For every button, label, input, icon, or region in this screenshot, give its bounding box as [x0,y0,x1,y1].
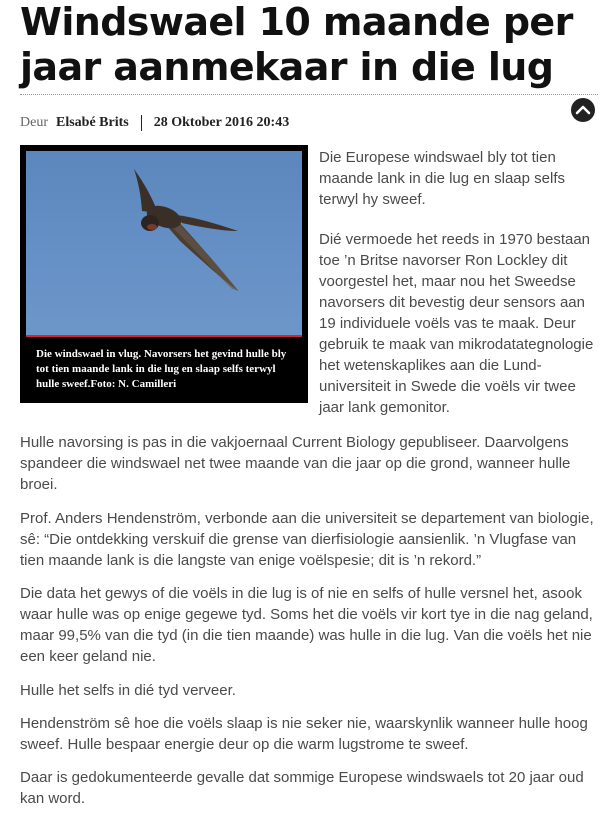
caption-accent-line [26,335,302,337]
photo-caption: Die windswael in vlug. Navorsers het gevind hulle bly tot tien maande lank in die lug en slaap selfs terwyl hulle sweef.Foto: N. Camilleri [36,348,287,390]
publish-date: 28 Oktober 2016 20:43 [153,115,290,130]
chevron-up-icon [574,102,592,118]
paragraph: Prof. Anders Hendenström, verbonde aan die universiteit se departement van biologie, sê: “Die ontdekking verskuif die grense van dierfisiologie aansienlik. ’n Vlugfase van tien maande lank is die langste van enige voëlspesie; dit is ’n rekord.” [20,510,594,569]
paragraph: Hulle het selfs in dié tyd verveer. [20,682,236,699]
swift-photo [26,151,302,335]
byline-separator [141,115,142,131]
share-toggle-button[interactable] [571,98,595,122]
paragraph: Die Europese windswael bly tot tien maande lank in die lug en slaap selfs terwyl hy sweef. [319,149,565,208]
paragraph: Hulle navorsing is pas in die vakjoernaal Current Biology gepubliseer. Daarvolgens spandeer die windswael net twee maande van die jaar op die grond, wanneer hulle broei. [20,434,571,493]
author-name[interactable]: Elsabé Brits [56,115,129,130]
byline-label: Deur [20,115,48,130]
headline-divider [20,94,598,95]
paragraph: Die data het gewys of die voëls in die lug is of nie en selfs of hulle versnel het, asook waar hulle was op enige gegewe tyd. Soms het die voëls vir kort tye in die nag geland, maar 99,5% van die tyd (in die tien maande) was hulle in die lug. Van die voëls het nie een keer geland nie. [20,585,593,665]
paragraph: Dié vermoede het reeds in 1970 bestaan toe ’n Britse navorser Ron Lockley dit voorgestel het, maar nou het Sweedse navorsers dit bevestig deur sensors aan 19 individuele voëls vas te maak. Deur gebruik te maak van mikrodatategnologie het wetenskaplikes aan die Lund-universiteit in Swede die voëls vir twee jaar lank gemonitor. [319,231,594,416]
paragraph: Hendenström sê hoe die voëls slaap is nie seker nie, waarskynlik wanneer hulle hoog sweef. Hulle bespaar energie deur op die warm lugstrome te sweef. [20,715,588,753]
byline [20,113,289,133]
paragraph: Daar is gedokumenteerde gevalle dat sommige Europese windswaels tot 20 jaar oud kan word. [20,769,584,807]
article-headline: Windswael 10 maande per jaar aanmekaar in die lug [20,0,573,89]
article-figure [20,145,308,403]
